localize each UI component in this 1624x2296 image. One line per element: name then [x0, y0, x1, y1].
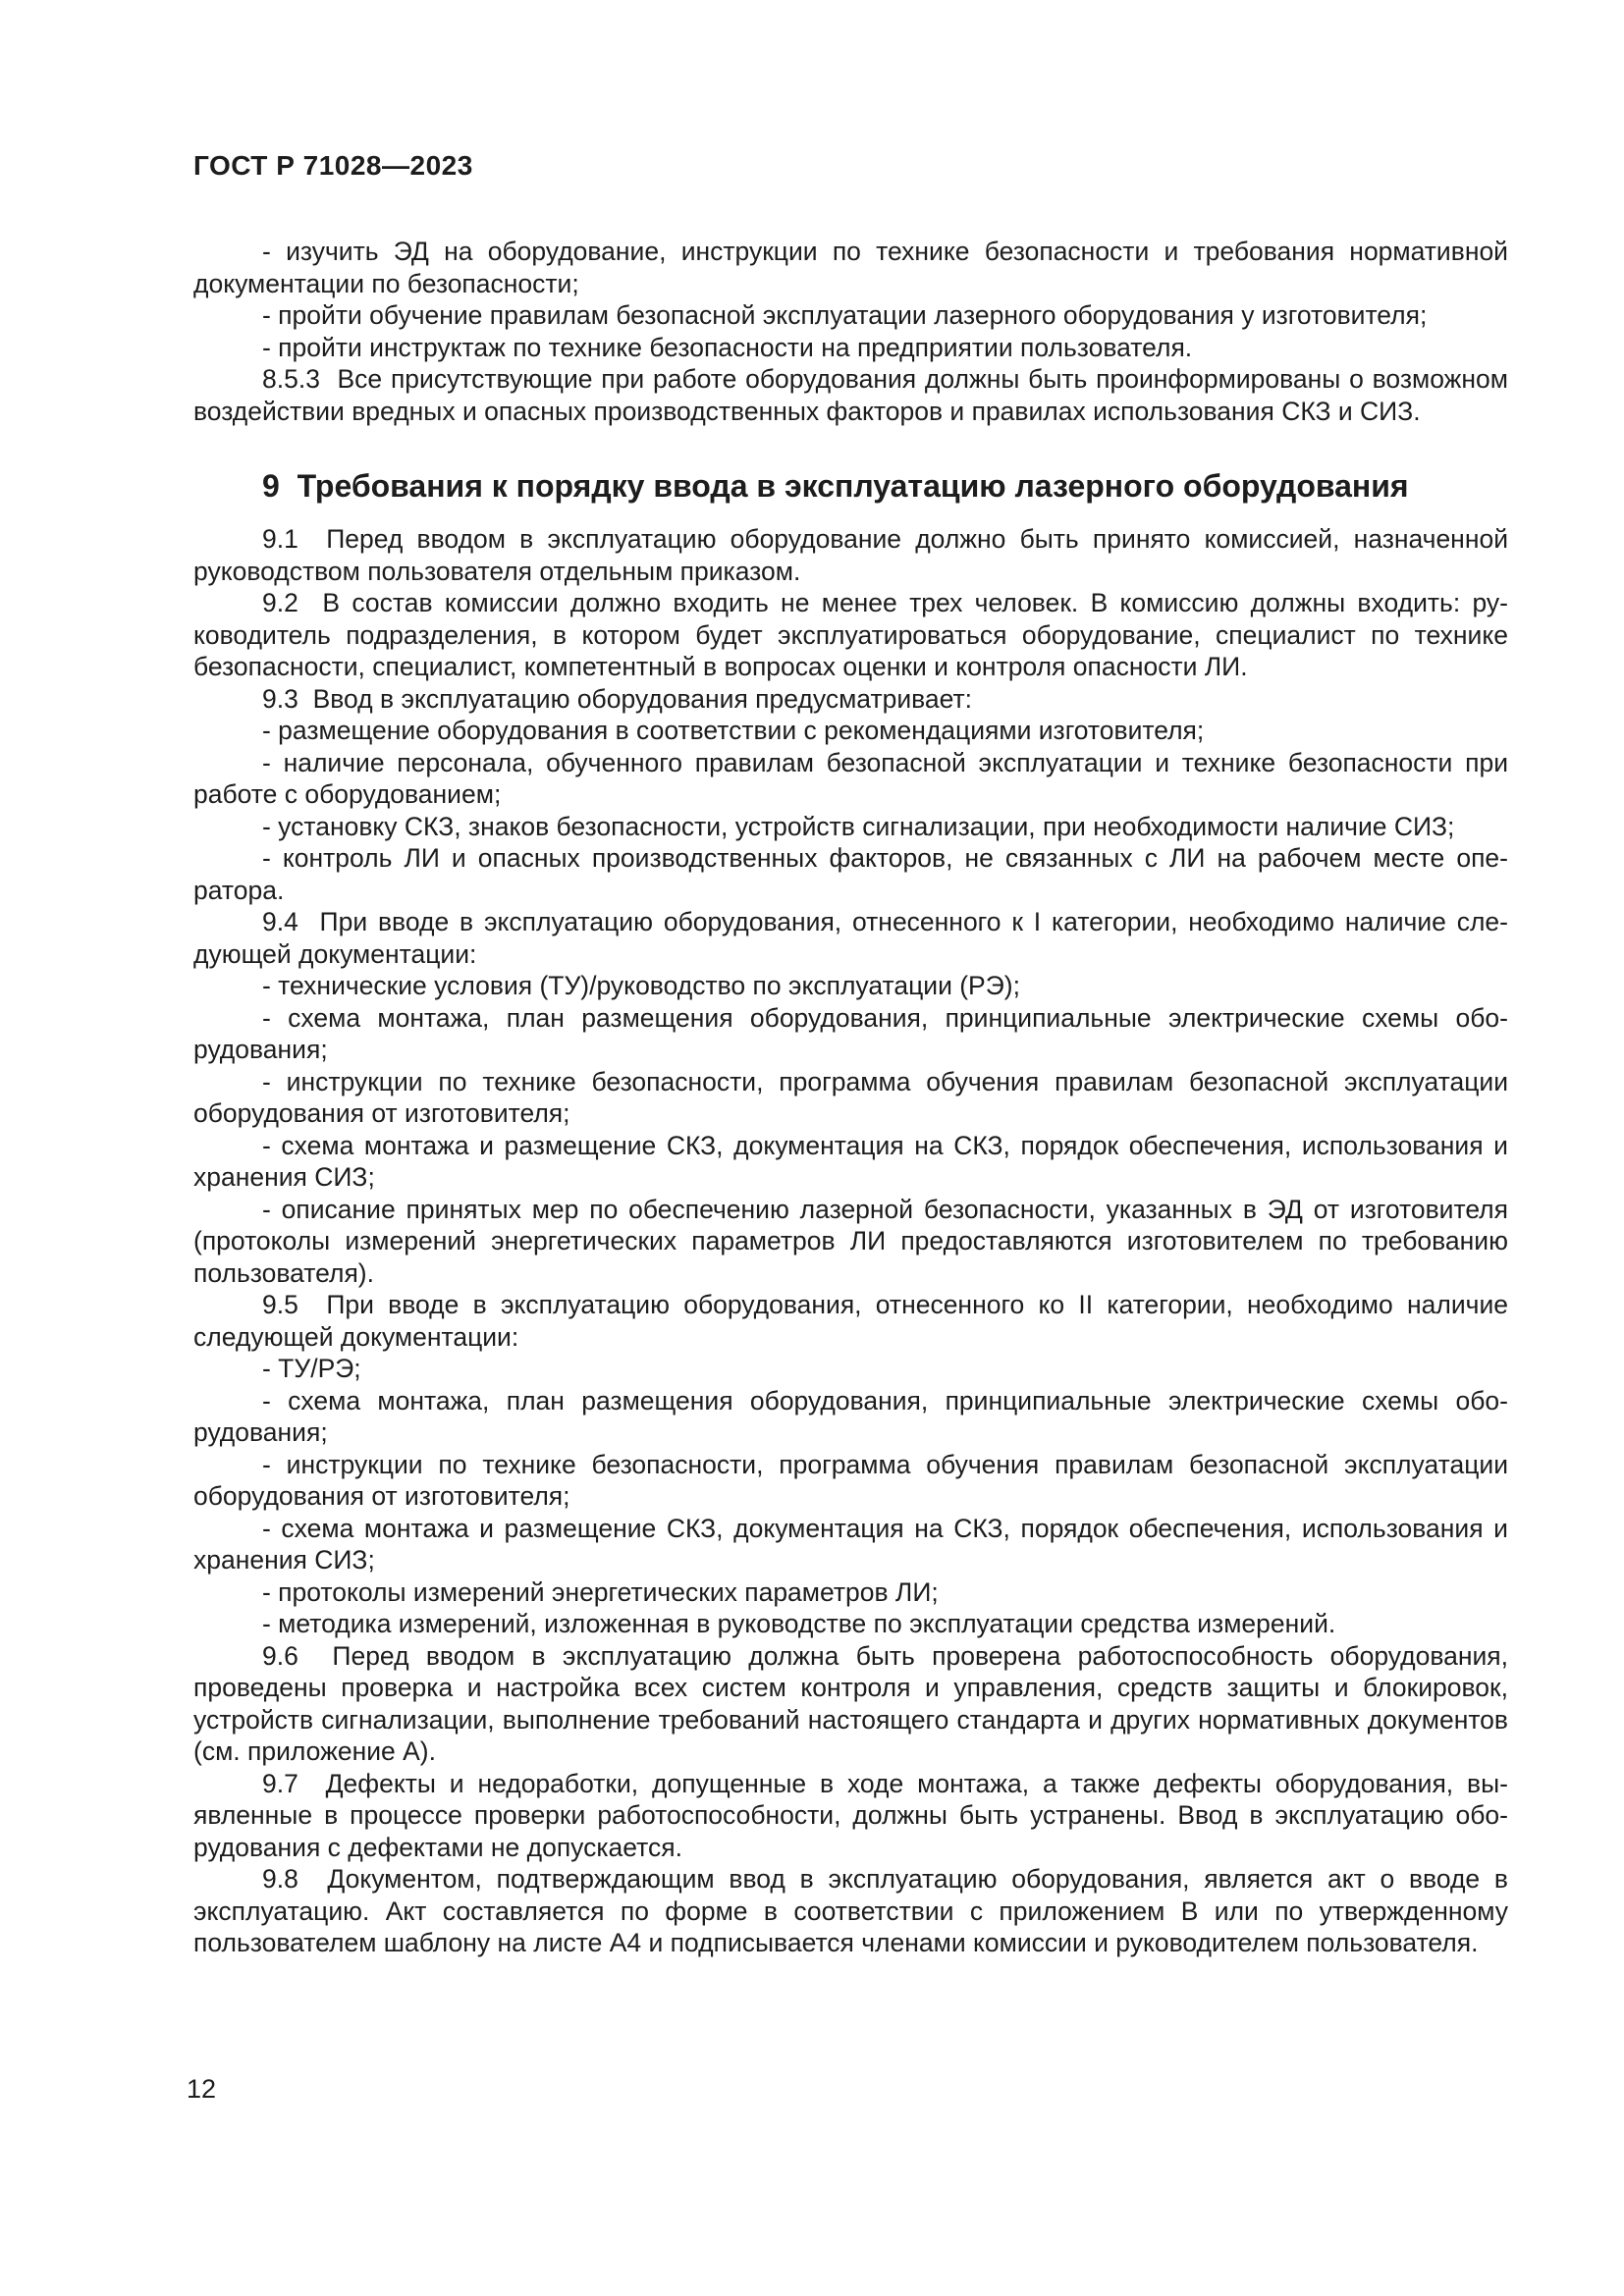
clause-paragraph: 9.6 Перед вводом в эксплуатацию должна быть проверена работоспособность оборудования, проведены проверка и настройка всех систем контроля и управления, средств защиты и блокировок, устройств сигнализации, выполнение требований настоящего стандарта и других нормативных документов (см. приложение А).	[193, 1640, 1508, 1766]
list-item: - схема монтажа, план размещения оборудования, принципиальные электрические схемы оборудования;	[193, 1002, 1508, 1064]
clause-paragraph: 9.3 Ввод в эксплуатацию оборудования предусматривает:	[262, 683, 972, 714]
list-item: - размещение оборудования в соответствии с рекомендациями изготовителя;	[262, 716, 1205, 745]
list-item: - пройти обучение правилам безопасной эксплуатации лазерного оборудования у изготовителя;	[262, 300, 1428, 330]
list-item: - наличие персонала, обученного правилам безопасной эксплуатации и технике безопасности при работе с оборудованием;	[193, 747, 1508, 809]
list-item: - схема монтажа и размещение СКЗ, документация на СКЗ, порядок обеспечения, использования и хранения СИЗ;	[193, 1513, 1508, 1575]
list-item: - схема монтажа, план размещения оборудования, принципиальные электрические схемы оборудования;	[193, 1385, 1508, 1447]
list-item: - описание принятых мер по обеспечению лазерной безопасности, указанных в ЭД от изготовителя (протоколы измерений энергетических параметров ЛИ предоставляются изготовителем по требованию пользователя).	[193, 1194, 1508, 1288]
clause-paragraph: 9.4 При вводе в эксплуатацию оборудования, отнесенного к I категории, необходимо наличие следующей документации:	[193, 907, 1508, 969]
list-item: - схема монтажа и размещение СКЗ, документация на СКЗ, порядок обеспечения, использования и хранения СИЗ;	[193, 1130, 1508, 1192]
section-heading: 9 Требования к порядку ввода в эксплуатацию лазерного оборудования	[262, 468, 1409, 504]
list-item: - изучить ЭД на оборудование, инструкции по технике безопасности и требования нормативной документации по безопасности;	[193, 237, 1508, 298]
list-item: - технические условия (ТУ)/руководство по эксплуатации (РЭ);	[262, 971, 1020, 1000]
list-item: - протоколы измерений энергетических параметров ЛИ;	[262, 1576, 939, 1607]
list-item: - установку СКЗ, знаков безопасности, устройств сигнализации, при необходимости наличие СИЗ;	[262, 811, 1455, 841]
list-item: - инструкции по технике безопасности, программа обучения правилам безопасной эксплуатации оборудования от изготовителя;	[193, 1449, 1508, 1511]
text-block	[193, 149, 1508, 1959]
clause-paragraph: 9.7 Дефекты и недоработки, допущенные в ходе монтажа, а также дефекты оборудования, выявленные в процессе проверки работоспособности, должны быть устранены. Ввод в эксплуатацию оборудования с дефектами не допускается.	[193, 1768, 1508, 1862]
clause-paragraph: 9.8 Документом, подтверждающим ввод в эксплуатацию оборудования, является акт о вводе в эксплуатацию. Акт составляется по форме в соответствии с приложением В или по утвержденному пользователем шаблону на листе А4 и подписывается членами комиссии и руководителем пользователя.	[193, 1864, 1508, 1957]
list-item: - методика измерений, изложенная в руководстве по эксплуатации средства измерений.	[262, 1609, 1336, 1638]
list-item: - ТУ/РЭ;	[262, 1354, 361, 1383]
list-item: - контроль ЛИ и опасных производственных факторов, не связанных с ЛИ на рабочем месте оператора.	[193, 843, 1508, 905]
list-item: - инструкции по технике безопасности, программа обучения правилам безопасной эксплуатации оборудования от изготовителя;	[193, 1066, 1508, 1128]
running-header: ГОСТ Р 71028—2023	[193, 150, 473, 181]
clause-paragraph: 9.1 Перед вводом в эксплуатацию оборудование должно быть принято комиссией, назначенной руководством пользователя отдельным приказом.	[193, 524, 1508, 586]
clause-paragraph: 9.5 При вводе в эксплуатацию оборудования, отнесенного ко II категории, необходимо наличие следующей документации:	[193, 1290, 1508, 1352]
clause-paragraph: 8.5.3 Все присутствующие при работе оборудования должны быть проинформированы о возможном воздействии вредных и опасных производственных факторов и правилах использования СКЗ и СИЗ.	[193, 364, 1508, 426]
page-number: 12	[187, 2074, 217, 2104]
list-item: - пройти инструктаж по технике безопасности на предприятии пользователя.	[262, 332, 1193, 362]
clause-paragraph: 9.2 В состав комиссии должно входить не менее трех человек. В комиссию должны входить: руководитель подразделения, в котором будет эксплуатироваться оборудование, специалист по технике безопасности, специалист, компетентный в вопросах оценки и контроля опасности ЛИ.	[193, 588, 1508, 681]
